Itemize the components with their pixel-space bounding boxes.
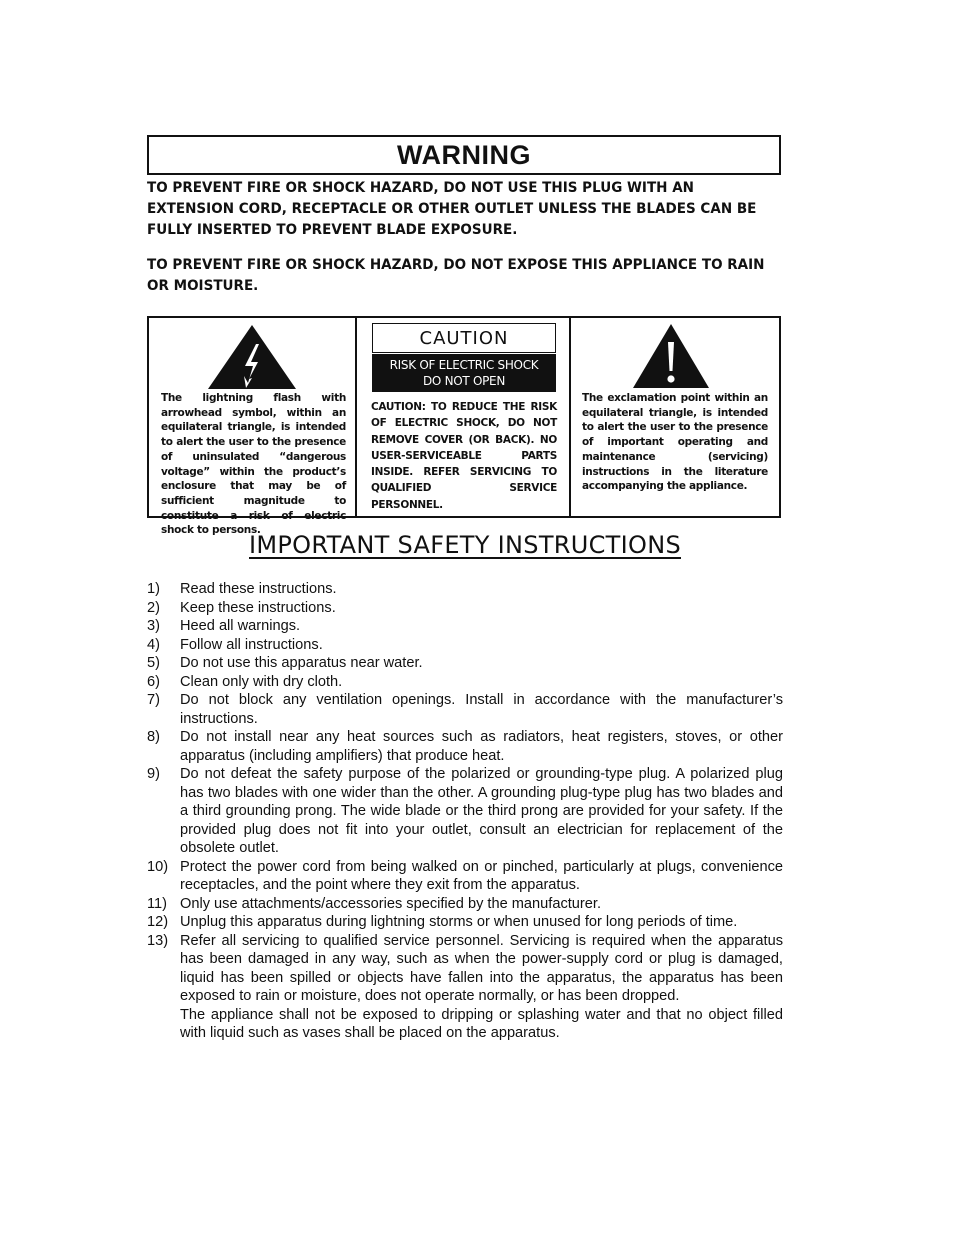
exclamation-triangle-icon (631, 323, 711, 389)
list-item (147, 913, 783, 932)
lightning-bolt-triangle-icon (206, 324, 298, 390)
caution-shock-banner (372, 354, 556, 392)
list-item-number: 4) (147, 636, 160, 653)
safety-instructions-title (0, 531, 930, 559)
list-item-number: 8) (147, 729, 160, 745)
caution-shock-line: RISK OF ELECTRIC SHOCK (389, 358, 539, 372)
list-item (147, 895, 783, 914)
lightning-symbol-description: The lightning flash with arrowhead symbol, within an equilateral triangle, is intended to alert the user to the presence of uninsulated “dangerous voltage” within the product’s enclosure that may be of sufficient magnitude to constitute a risk of electric shock to persons. (161, 392, 346, 537)
dripping-water-note: The appliance shall not be exposed to dripping or splashing water and that no object filled with liquid such as vases shall be placed on the apparatus. (180, 1006, 783, 1041)
exclamation-symbol-cell (571, 318, 779, 516)
list-item-text: Keep these instructions. (180, 599, 336, 616)
list-item (147, 654, 783, 673)
list-item-text: Read these instructions. (180, 581, 337, 597)
lightning-symbol-cell (149, 318, 357, 537)
caution-do-not-open-line: DO NOT OPEN (422, 374, 505, 388)
list-item (147, 673, 783, 692)
exclamation-symbol-description: The exclamation point within an equilateral triangle, is intended to alert the user to the presence of important operating and maintenance (servicing) instructions in the literature accompanying the appliance. (582, 392, 768, 493)
list-item-text: Do not install near any heat sources such as radiators, heat registers, stoves, or other apparatus (including amplifiers) that produce heat. (180, 729, 783, 764)
list-item-text: Do not use this apparatus near water. (180, 655, 423, 671)
list-item-number: 6) (147, 673, 160, 690)
warning-paragraph-extension-cord: TO PREVENT FIRE OR SHOCK HAZARD, DO NOT USE THIS PLUG WITH AN EXTENSION CORD, RECEPTACLE OR OTHER OUTLET UNLESS THE BLADES CAN BE FULLY INSERTED TO PREVENT BLADE EXPOSURE. (147, 180, 757, 238)
list-item-text: Follow all instructions. (180, 636, 323, 653)
list-item (147, 858, 783, 895)
list-item-number: 5) (147, 655, 160, 671)
caution-description: CAUTION: TO REDUCE THE RISK OF ELECTRIC SHOCK, DO NOT REMOVE COVER (OR BACK). NO USER-SERVICEABLE PARTS INSIDE. REFER SERVICING TO QUALIFIED SERVICE PERSONNEL. (371, 401, 557, 511)
list-item (147, 765, 783, 858)
caution-heading: CAUTION (372, 323, 556, 353)
list-item-number: 13) (147, 932, 169, 949)
list-item (147, 617, 783, 636)
list-item (147, 691, 783, 728)
list-item-number: 7) (147, 692, 160, 708)
list-item (147, 599, 783, 618)
list-item-text: Do not defeat the safety purpose of the polarized or grounding-type plug. A polarized plug has two blades with one wider than the other. A grounding plug-type plug has two blades and a third grounding prong. The wide blade or the third prong are provided for your safety. If the provided plug does not fit into your outlet, consult an electrician for replacement of the obsolete outlet. (180, 766, 783, 856)
list-item-text: Do not block any ventilation openings. Install in accordance with the manufacturer’s instructions. (180, 692, 783, 727)
safety-symbols-table (147, 316, 781, 537)
list-item-number: 10) (147, 858, 169, 875)
list-item-text: Unplug this apparatus during lightning storms or when unused for long periods of time. (180, 914, 738, 930)
safety-instructions-title-text: IMPORTANT SAFETY INSTRUCTIONS (249, 531, 681, 559)
list-item (147, 636, 783, 655)
list-item-number: 2) (147, 599, 160, 616)
list-item-text: Clean only with dry cloth. (180, 673, 343, 690)
list-item-text: Protect the power cord from being walked on or pinched, particularly at plugs, convenience receptacles, and the point where they exit from the apparatus. (180, 858, 783, 893)
list-item-number: 1) (147, 581, 160, 597)
list-item-number: 9) (147, 766, 160, 782)
warning-title: WARNING (397, 139, 531, 170)
list-item (147, 932, 783, 1006)
list-item (147, 580, 783, 599)
list-item-number: 12) (147, 914, 169, 930)
warning-paragraph-rain-moisture: TO PREVENT FIRE OR SHOCK HAZARD, DO NOT EXPOSE THIS APPLIANCE TO RAIN OR MOISTURE. (147, 257, 765, 294)
list-item-number: 11) (147, 895, 168, 912)
list-item-text: Heed all warnings. (180, 618, 301, 634)
safety-instructions-list (147, 580, 783, 1043)
warning-box (147, 135, 781, 175)
list-item-text: Only use attachments/accessories specified by the manufacturer. (180, 895, 601, 912)
list-item-text: Refer all servicing to qualified service personnel. Servicing is required when the apparatus has been damaged in any way, such as when the power-supply cord or plug is damaged, liquid has been spilled or objects have fallen into the apparatus, the apparatus has been exposed to rain or moisture, does not operate normally, or has been dropped. (180, 932, 783, 1004)
list-item (147, 728, 783, 765)
caution-label-cell (357, 318, 571, 516)
list-item-number: 3) (147, 618, 160, 634)
